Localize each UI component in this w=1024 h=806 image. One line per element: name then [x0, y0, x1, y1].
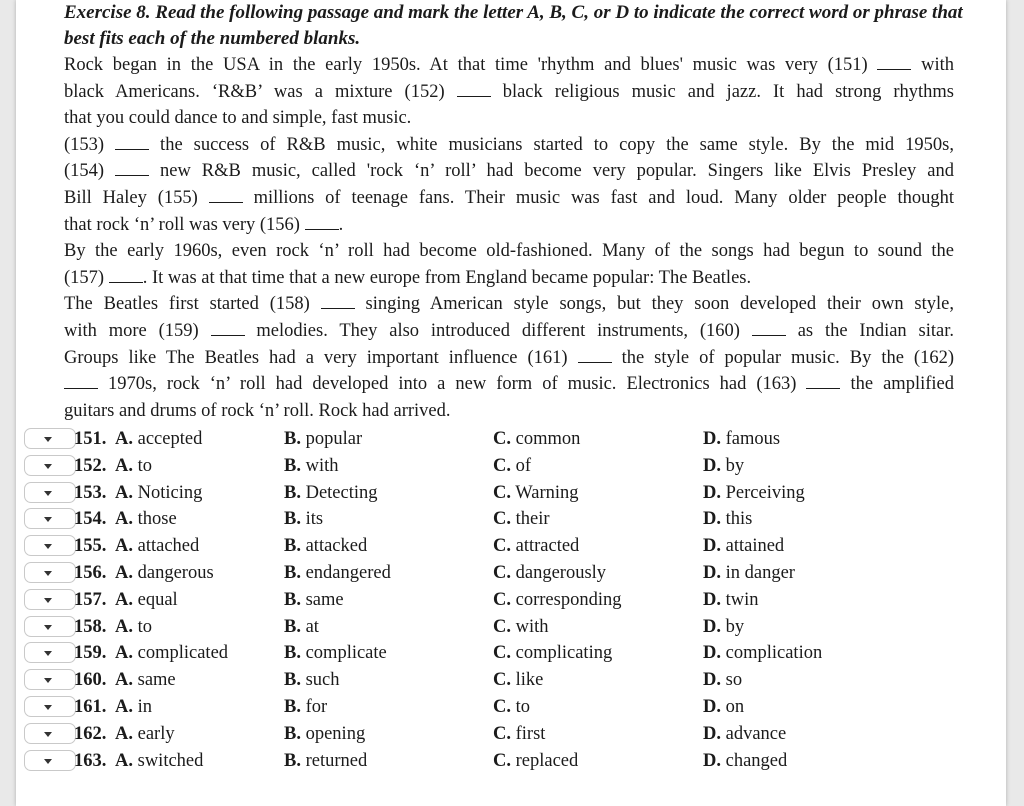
passage-text: singing American style songs, but they soon developed their own style, [354, 294, 954, 315]
option-text: switched [137, 750, 204, 771]
answer-option [115, 721, 175, 747]
passage-paragraph [64, 132, 954, 238]
option-text: accepted [137, 429, 203, 449]
answer-option [493, 614, 549, 640]
answer-option [284, 587, 344, 613]
option-letter: A. [115, 723, 133, 744]
answer-option [284, 506, 323, 532]
passage-text: that rock ‘n’ roll was very (156) [64, 214, 305, 235]
question-row [16, 587, 1006, 613]
question-row [16, 694, 1006, 720]
passage-line [64, 318, 954, 345]
answer-option [284, 614, 319, 640]
option-letter: B. [284, 723, 301, 744]
question-row [16, 506, 1006, 532]
option-text: changed [725, 750, 788, 771]
option-text: this [725, 509, 753, 530]
answer-option [115, 506, 177, 532]
option-letter: B. [284, 616, 301, 637]
option-letter: C. [493, 536, 511, 557]
answer-option [493, 721, 545, 747]
option-letter: B. [284, 482, 301, 503]
option-letter: A. [115, 697, 133, 717]
option-letter: B. [284, 750, 301, 771]
option-letter: C. [493, 723, 511, 744]
passage-text: . [338, 214, 344, 235]
passage-line [64, 345, 954, 372]
answer-blank [457, 82, 491, 97]
option-text: replaced [515, 750, 579, 771]
answer-option [284, 426, 362, 452]
option-text: dangerously [515, 563, 607, 583]
passage-line [64, 398, 954, 425]
option-text: corresponding [515, 589, 622, 610]
passage-text: Bill Haley (155) [64, 187, 209, 208]
option-text: with [305, 455, 339, 476]
option-letter: D. [703, 536, 721, 557]
question-row [16, 721, 1006, 747]
option-text: Noticing [137, 482, 203, 503]
option-text: in danger [725, 563, 795, 583]
answer-dropdown[interactable] [24, 455, 76, 476]
answer-blank [64, 374, 98, 389]
option-letter: D. [703, 509, 721, 530]
option-text: attached [137, 536, 200, 557]
option-letter: D. [703, 455, 721, 476]
answer-option [284, 640, 387, 666]
exercise-heading: Exercise 8. Read the following passage and mark the letter A, B, C, or D to indicate the correct word or phrase that best fits each of the numbered blanks. [64, 2, 963, 49]
option-letter: B. [284, 509, 301, 530]
answer-option [703, 480, 805, 506]
passage-line [64, 105, 954, 132]
option-text: equal [137, 589, 178, 610]
option-text: complicate [305, 643, 387, 664]
answer-option [493, 506, 550, 532]
answer-blank [115, 161, 149, 176]
answer-option [703, 426, 780, 452]
answer-blank [115, 135, 149, 150]
answer-option [493, 748, 578, 774]
passage-paragraph [64, 291, 954, 424]
answer-dropdown[interactable] [24, 589, 76, 610]
passage-text: melodies. They also introduced different instruments, (160) [244, 320, 752, 341]
question-number: 156. [74, 563, 107, 583]
option-text: by [725, 455, 745, 476]
option-text: so [725, 670, 743, 691]
option-letter: C. [493, 509, 511, 530]
question-number: 158. [74, 616, 107, 637]
option-letter: C. [493, 589, 511, 610]
option-letter: D. [703, 563, 721, 583]
answer-blank [578, 348, 612, 363]
option-text: advance [725, 723, 787, 744]
answer-option [703, 506, 752, 532]
answer-dropdown[interactable] [24, 428, 76, 449]
option-letter: B. [284, 697, 301, 717]
answer-option [284, 560, 391, 586]
question-row [16, 533, 1006, 559]
answer-option [284, 694, 327, 720]
option-text: endangered [305, 563, 391, 583]
option-text: attracted [515, 536, 580, 557]
answer-option [115, 640, 228, 666]
option-text: early [137, 723, 175, 744]
answer-dropdown[interactable] [24, 723, 76, 744]
option-letter: C. [493, 563, 511, 583]
answer-dropdown[interactable] [24, 562, 76, 583]
option-letter: B. [284, 455, 301, 476]
option-text: at [305, 616, 319, 637]
option-text: Perceiving [725, 482, 805, 503]
option-text: like [515, 670, 544, 691]
option-text: attacked [305, 536, 368, 557]
option-letter: D. [703, 616, 721, 637]
option-text: its [305, 509, 324, 530]
option-text: common [515, 429, 581, 449]
passage-text: new R&B music, called 'rock ‘n’ roll’ had become very popular. Singers like Elvis Presley and [149, 161, 954, 182]
answer-option [115, 533, 199, 559]
option-letter: C. [493, 643, 511, 664]
passage-line [64, 158, 954, 185]
answer-option [115, 614, 152, 640]
answer-option [115, 426, 202, 452]
chevron-down-icon [44, 571, 52, 576]
passage-paragraph [64, 238, 954, 291]
passage-line [64, 52, 954, 79]
question-number: 162. [74, 723, 107, 744]
option-letter: D. [703, 643, 721, 664]
option-letter: A. [115, 563, 133, 583]
answer-option [493, 453, 531, 479]
passage-paragraph [64, 52, 954, 132]
option-letter: A. [115, 482, 133, 503]
chevron-down-icon [44, 678, 52, 683]
option-letter: D. [703, 589, 721, 610]
option-letter: B. [284, 563, 301, 583]
option-text: returned [305, 750, 368, 771]
answer-option [703, 560, 795, 586]
option-letter: A. [115, 750, 133, 771]
answer-blank [806, 374, 840, 389]
answer-option [284, 453, 338, 479]
option-text: those [137, 509, 177, 530]
answer-option [493, 587, 621, 613]
chevron-down-icon [44, 544, 52, 549]
option-letter: D. [703, 482, 721, 503]
reading-passage [64, 52, 954, 424]
option-letter: A. [115, 429, 133, 449]
passage-text: black religious music and jazz. It had strong rhythms [490, 81, 954, 102]
answer-dropdown[interactable] [24, 750, 76, 771]
option-letter: C. [493, 616, 511, 637]
question-row [16, 640, 1006, 666]
question-row [16, 560, 1006, 586]
question-row [16, 614, 1006, 640]
option-text: complicating [515, 643, 613, 664]
chevron-down-icon [44, 651, 52, 656]
option-letter: B. [284, 536, 301, 557]
answer-blank [321, 294, 355, 309]
chevron-down-icon [44, 491, 52, 496]
passage-text: (157) [64, 267, 109, 288]
option-letter: A. [115, 509, 133, 530]
answer-option [493, 480, 579, 506]
answer-option [115, 587, 178, 613]
option-letter: A. [115, 670, 133, 691]
option-text: attained [725, 536, 785, 557]
answer-option [115, 748, 203, 774]
option-text: popular [305, 429, 363, 449]
passage-line [64, 291, 954, 318]
option-text: their [515, 509, 550, 530]
answer-blank [211, 321, 245, 336]
option-letter: D. [703, 670, 721, 691]
question-number: 151. [74, 429, 107, 449]
answer-option [703, 721, 786, 747]
answer-option [703, 748, 787, 774]
question-row [16, 480, 1006, 506]
chevron-down-icon [44, 759, 52, 764]
option-letter: C. [493, 750, 511, 771]
answer-option [703, 614, 744, 640]
option-letter: A. [115, 455, 133, 476]
answer-option [493, 640, 612, 666]
passage-line [64, 132, 954, 159]
chevron-down-icon [44, 732, 52, 737]
answer-dropdown[interactable] [24, 508, 76, 529]
answer-option [493, 426, 580, 452]
option-letter: D. [703, 723, 721, 744]
question-number: 152. [74, 455, 107, 476]
answer-option [284, 480, 378, 506]
option-text: with [515, 616, 549, 637]
option-text: same [305, 589, 344, 610]
answer-option [493, 560, 606, 586]
option-letter: A. [115, 589, 133, 610]
passage-text: the amplified [840, 374, 954, 395]
worksheet-page [16, 0, 1006, 806]
chevron-down-icon [44, 598, 52, 603]
question-number: 154. [74, 509, 107, 530]
passage-line [64, 79, 954, 106]
option-letter: C. [493, 482, 511, 503]
option-text: to [515, 697, 531, 717]
passage-line [64, 185, 954, 212]
passage-text: black Americans. ‘R&B’ was a mixture (152) [64, 81, 457, 102]
chevron-down-icon [44, 464, 52, 469]
answer-dropdown[interactable] [24, 696, 76, 717]
question-row [16, 667, 1006, 693]
question-number: 153. [74, 482, 107, 503]
passage-text: Groups like The Beatles had a very important influence (161) [64, 347, 578, 368]
answer-option [115, 694, 152, 720]
option-letter: B. [284, 429, 301, 449]
passage-line [64, 238, 954, 265]
option-letter: D. [703, 429, 721, 449]
option-letter: B. [284, 643, 301, 664]
option-text: dangerous [137, 563, 214, 583]
passage-text: guitars and drums of rock ‘n’ roll. Rock had arrived. [64, 400, 451, 421]
chevron-down-icon [44, 437, 52, 442]
passage-text: the style of popular music. By the (162) [611, 347, 955, 368]
answer-option [703, 640, 822, 666]
option-text: famous [725, 429, 781, 449]
answer-option [115, 667, 176, 693]
answer-dropdown[interactable] [24, 616, 76, 637]
option-letter: D. [703, 697, 721, 717]
answer-option [703, 453, 744, 479]
option-text: Warning [515, 482, 579, 503]
option-text: complication [725, 643, 823, 664]
answer-option [115, 560, 214, 586]
question-row [16, 426, 1006, 452]
passage-text: Rock began in the USA in the early 1950s. At that time 'rhythm and blues' music was very (151) [64, 55, 878, 75]
passage-text: The Beatles first started (158) [64, 294, 321, 315]
option-text: in [137, 697, 153, 717]
chevron-down-icon [44, 517, 52, 522]
option-text: first [515, 723, 546, 744]
answer-option [703, 587, 759, 613]
option-letter: B. [284, 670, 301, 691]
option-letter: A. [115, 616, 133, 637]
passage-text: (154) [64, 161, 116, 182]
answer-dropdown[interactable] [24, 642, 76, 663]
option-text: same [137, 670, 176, 691]
answer-dropdown[interactable] [24, 669, 76, 690]
question-number: 161. [74, 697, 107, 717]
passage-text: By the early 1960s, even rock ‘n’ roll had become old-fashioned. Many of the songs had begun to sound the [64, 241, 954, 262]
option-text: Detecting [305, 482, 378, 503]
option-text: to [137, 455, 153, 476]
option-letter: A. [115, 536, 133, 557]
question-number: 159. [74, 643, 107, 664]
chevron-down-icon [44, 625, 52, 630]
passage-text: . It was at that time that a new europe from England became popular: The Beatles. [142, 267, 752, 288]
answer-option [284, 533, 367, 559]
option-letter: C. [493, 429, 511, 449]
passage-line [64, 371, 954, 398]
answer-option [703, 667, 742, 693]
passage-text: the success of R&B music, white musicians started to copy the same style. By the mid 1950s, [149, 134, 954, 155]
option-letter: B. [284, 589, 301, 610]
question-number: 155. [74, 536, 107, 557]
question-row [16, 748, 1006, 774]
option-letter: C. [493, 670, 511, 691]
answer-option [493, 533, 579, 559]
question-number: 157. [74, 589, 107, 610]
answer-dropdown[interactable] [24, 535, 76, 556]
option-text: twin [725, 589, 759, 610]
question-row [16, 453, 1006, 479]
answer-option [284, 721, 365, 747]
passage-text: that you could dance to and simple, fast music. [64, 108, 412, 129]
passage-text: with [911, 55, 954, 75]
option-text: to [137, 616, 153, 637]
option-letter: C. [493, 697, 511, 717]
answer-option [493, 694, 530, 720]
passage-text: 1970s, rock ‘n’ roll had developed into a new form of music. Electronics had (163) [98, 374, 807, 395]
option-text: on [725, 697, 745, 717]
answer-dropdown[interactable] [24, 482, 76, 503]
answer-blank [305, 215, 339, 230]
answer-option [115, 453, 152, 479]
answer-option [703, 694, 744, 720]
option-text: such [305, 670, 340, 691]
answer-blank [752, 321, 786, 336]
option-letter: C. [493, 455, 511, 476]
answer-option [284, 667, 340, 693]
chevron-down-icon [44, 705, 52, 710]
question-number: 160. [74, 670, 107, 691]
question-number: 163. [74, 750, 107, 771]
answer-option [115, 480, 202, 506]
option-text: opening [305, 723, 366, 744]
option-text: for [305, 697, 328, 717]
answer-blank [209, 188, 243, 203]
option-text: by [725, 616, 745, 637]
passage-text: as the Indian sitar. [785, 320, 954, 341]
answer-option [493, 667, 543, 693]
passage-line [64, 212, 954, 239]
option-text: complicated [137, 643, 229, 664]
option-text: of [515, 455, 532, 476]
answer-option [284, 748, 367, 774]
option-letter: A. [115, 643, 133, 664]
passage-text: with more (159) [64, 320, 211, 341]
answer-blank [877, 55, 911, 70]
answer-option [703, 533, 784, 559]
passage-text: millions of teenage fans. Their music was fast and loud. Many older people thought [242, 187, 954, 208]
option-letter: D. [703, 750, 721, 771]
passage-text: (153) [64, 134, 116, 155]
answer-blank [109, 268, 143, 283]
passage-line [64, 265, 954, 292]
